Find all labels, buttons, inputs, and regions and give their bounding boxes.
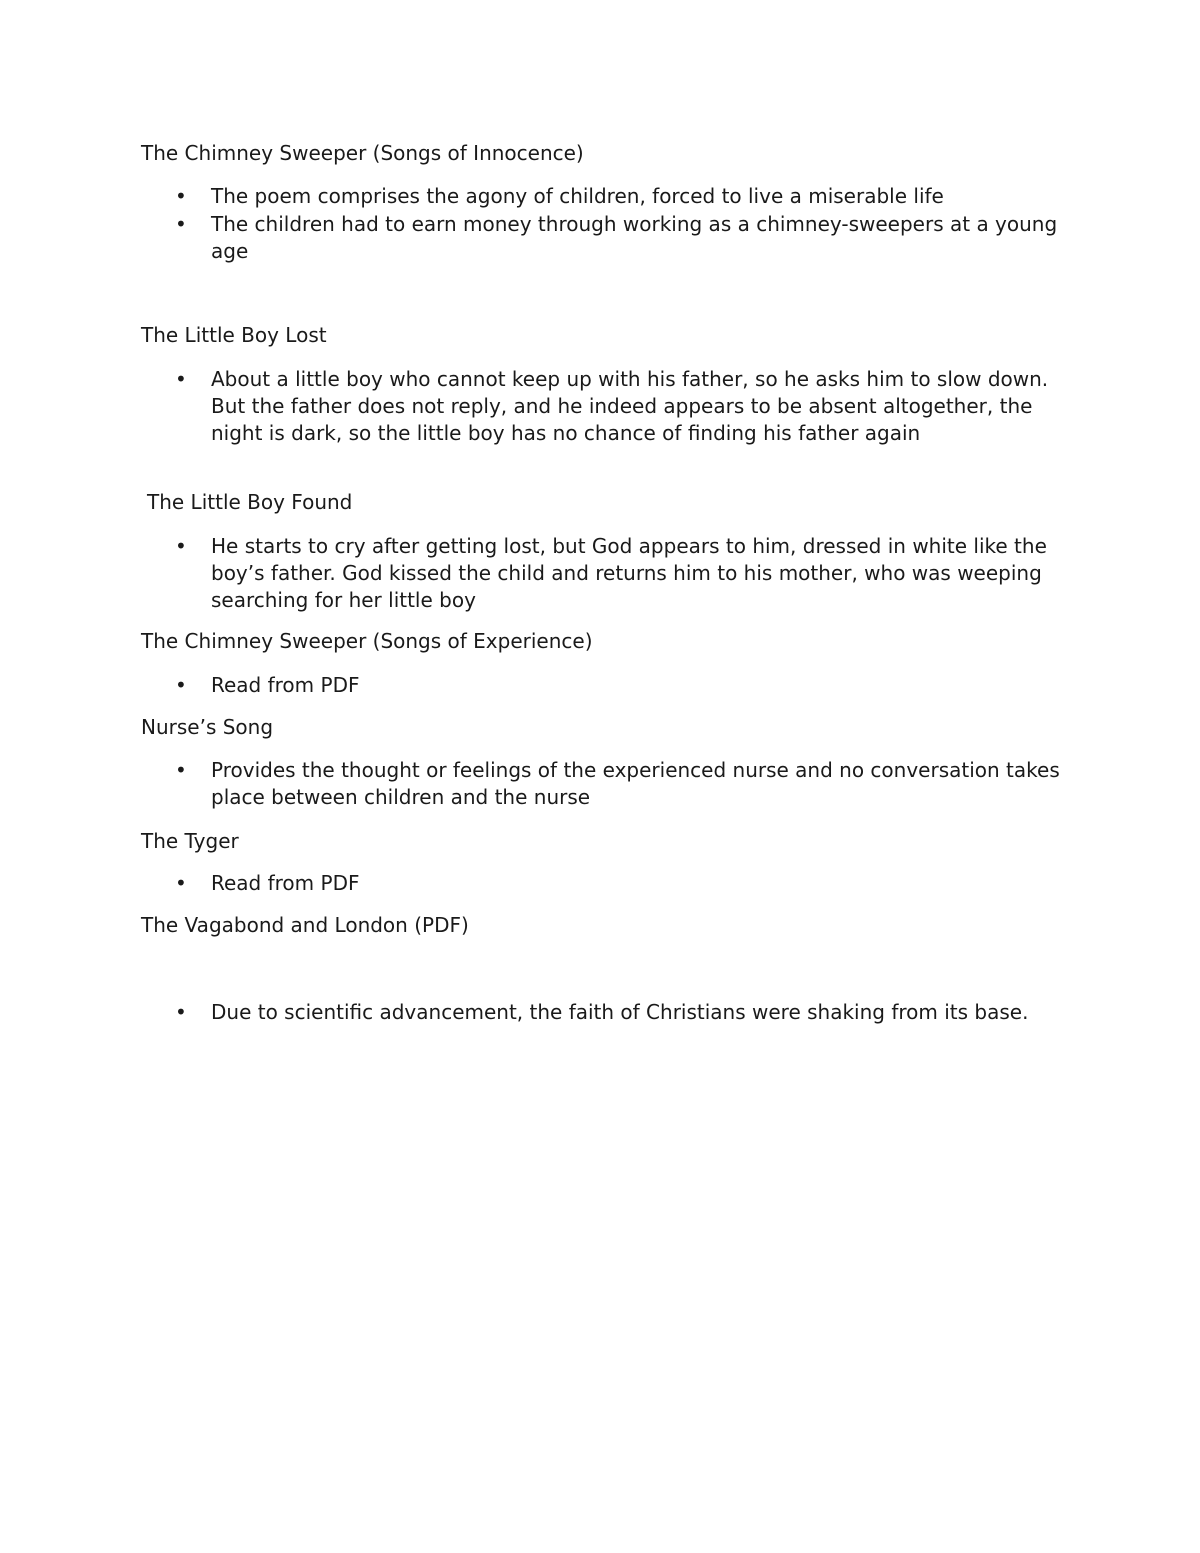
bullet-icon: • — [175, 673, 187, 697]
bullet-icon: • — [175, 212, 187, 236]
list-item-text: The children had to earn money through working as a chimney-sweepers at a young age — [211, 212, 1058, 263]
list-item-text: The poem comprises the agony of children, forced to live a miserable life — [211, 184, 944, 208]
list-item-text: Read from PDF — [211, 673, 360, 697]
section-heading: Nurse’s Song — [141, 715, 274, 739]
list-item — [175, 183, 1065, 210]
list-item — [175, 366, 1065, 447]
list-item-text: He starts to cry after getting lost, but God appears to him, dressed in white like the boy’s father. God kissed the child and returns him to his mother, who was weeping searching for her little boy — [211, 534, 1047, 612]
bullet-icon: • — [175, 367, 187, 391]
list-item — [175, 672, 1065, 699]
section-heading: The Vagabond and London (PDF) — [141, 913, 469, 937]
bullet-icon: • — [175, 184, 187, 208]
list-item-text: Read from PDF — [211, 871, 360, 895]
list-item — [175, 211, 1065, 265]
list-item — [175, 757, 1065, 811]
bullet-icon: • — [175, 534, 187, 558]
bullet-icon: • — [175, 871, 187, 895]
section-heading: The Little Boy Lost — [141, 323, 327, 347]
list-item-text: Provides the thought or feelings of the experienced nurse and no conversation takes place between children and the nurse — [211, 758, 1060, 809]
section-heading: The Chimney Sweeper (Songs of Experience) — [141, 629, 593, 653]
bullet-icon: • — [175, 1000, 187, 1024]
list-item-text: About a little boy who cannot keep up with his father, so he asks him to slow down. But the father does not reply, and he indeed appears to be absent altogether, the night is dark, so the little boy has no chance of finding his father again — [211, 367, 1049, 445]
list-item — [175, 999, 1065, 1026]
list-item-text: Due to scientific advancement, the faith of Christians were shaking from its base. — [211, 1000, 1029, 1024]
section-heading: The Little Boy Found — [147, 490, 353, 514]
bullet-icon: • — [175, 758, 187, 782]
list-item — [175, 533, 1065, 614]
section-heading: The Tyger — [141, 829, 239, 853]
section-heading: The Chimney Sweeper (Songs of Innocence) — [141, 141, 584, 165]
list-item — [175, 870, 1065, 897]
